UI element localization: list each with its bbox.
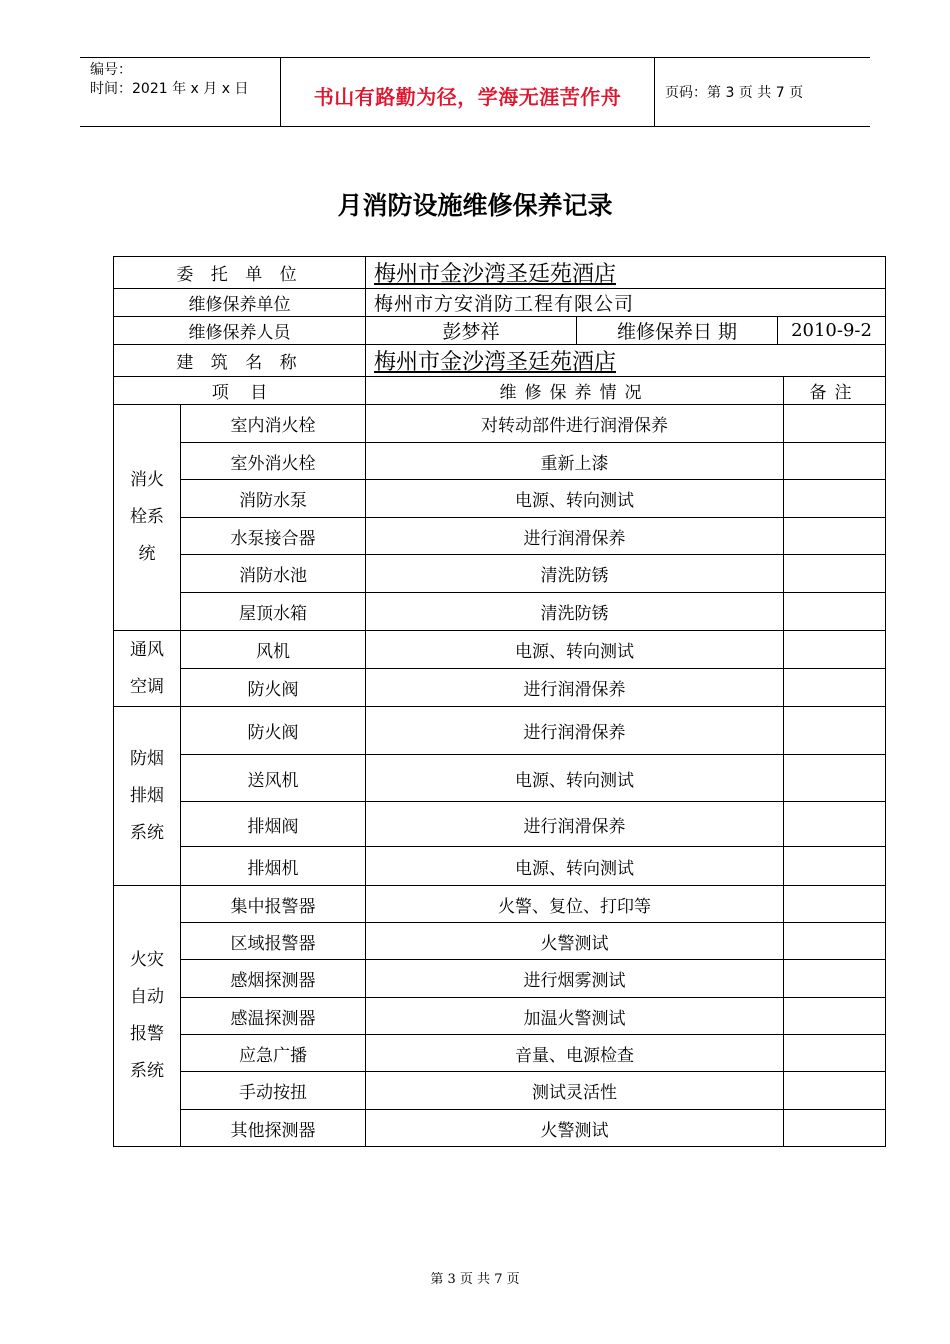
table-row bbox=[114, 443, 886, 480]
remark-cell bbox=[784, 707, 886, 755]
column-header-row bbox=[114, 377, 886, 405]
remark-cell bbox=[784, 1110, 886, 1147]
maintenance-record-table bbox=[113, 256, 886, 1147]
item-cell: 屋顶水箱 bbox=[181, 593, 366, 631]
page-footer: 第 3 页 共 7 页 bbox=[430, 1272, 520, 1287]
table-row bbox=[114, 960, 886, 998]
header-motto: 书山有路勤为径，学海无涯苦作舟 bbox=[313, 85, 622, 109]
status-cell: 进行烟雾测试 bbox=[366, 960, 784, 998]
status-cell: 火警测试 bbox=[366, 1110, 784, 1147]
status-cell: 电源、转向测试 bbox=[366, 755, 784, 802]
header-page-info: 页码：第 3 页 共 7 页 bbox=[665, 85, 804, 101]
table-row bbox=[114, 923, 886, 960]
group-name: 防烟排烟系统 bbox=[114, 707, 181, 886]
status-cell: 对转动部件进行润滑保养 bbox=[366, 405, 784, 443]
remark-cell bbox=[784, 518, 886, 555]
item-cell: 集中报警器 bbox=[181, 886, 366, 923]
status-cell: 进行润滑保养 bbox=[366, 518, 784, 555]
status-cell: 电源、转向测试 bbox=[366, 847, 784, 886]
table-row bbox=[114, 1110, 886, 1147]
maint-unit-row bbox=[114, 289, 886, 317]
table-row bbox=[114, 886, 886, 923]
staff-label: 维修保养人员 bbox=[114, 317, 366, 345]
header-meta bbox=[90, 61, 248, 99]
client-row bbox=[114, 257, 886, 289]
item-cell: 风机 bbox=[181, 631, 366, 669]
remark-cell bbox=[784, 480, 886, 518]
status-cell: 火警、复位、打印等 bbox=[366, 886, 784, 923]
item-cell: 防火阀 bbox=[181, 669, 366, 707]
time-label: 时间：2021 年 x 月 x 日 bbox=[90, 81, 249, 97]
building-value: 梅州市金沙湾圣廷苑酒店 bbox=[366, 345, 886, 377]
remark-cell bbox=[784, 847, 886, 886]
status-cell: 进行润滑保养 bbox=[366, 669, 784, 707]
item-cell: 消防水泵 bbox=[181, 480, 366, 518]
number-label: 编号： bbox=[90, 62, 132, 78]
table-row bbox=[114, 669, 886, 707]
maint-unit-label: 维修保养单位 bbox=[114, 289, 366, 317]
table-row bbox=[114, 555, 886, 593]
remark-cell bbox=[784, 960, 886, 998]
status-cell: 进行润滑保养 bbox=[366, 707, 784, 755]
item-cell: 感温探测器 bbox=[181, 998, 366, 1035]
building-row bbox=[114, 345, 886, 377]
remark-cell bbox=[784, 998, 886, 1035]
table-row bbox=[114, 998, 886, 1035]
item-cell: 室内消火栓 bbox=[181, 405, 366, 443]
remark-cell bbox=[784, 923, 886, 960]
item-cell: 送风机 bbox=[181, 755, 366, 802]
client-value: 梅州市金沙湾圣廷苑酒店 bbox=[366, 257, 886, 289]
remark-cell bbox=[784, 593, 886, 631]
status-cell: 清洗防锈 bbox=[366, 593, 784, 631]
item-cell: 应急广播 bbox=[181, 1035, 366, 1072]
remark-cell bbox=[784, 631, 886, 669]
table-row bbox=[114, 518, 886, 555]
col-status-header: 维修保养情况 bbox=[366, 377, 784, 405]
document-title: 月消防设施维修保养记录 bbox=[337, 191, 613, 220]
item-cell: 排烟机 bbox=[181, 847, 366, 886]
item-cell: 室外消火栓 bbox=[181, 443, 366, 480]
col-remark-header: 备注 bbox=[784, 377, 886, 405]
status-cell: 电源、转向测试 bbox=[366, 631, 784, 669]
date-value: 2010-9-2 bbox=[791, 320, 872, 341]
group-name: 消火栓系统 bbox=[114, 405, 181, 631]
client-label: 委 托 单 位 bbox=[114, 257, 366, 289]
building-label: 建 筑 名 称 bbox=[114, 345, 366, 377]
status-cell: 清洗防锈 bbox=[366, 555, 784, 593]
remark-cell bbox=[784, 669, 886, 707]
item-cell: 消防水池 bbox=[181, 555, 366, 593]
group-name: 火灾自动报警系统 bbox=[114, 886, 181, 1147]
col-item-header: 项 目 bbox=[114, 377, 366, 405]
page-header bbox=[80, 57, 870, 127]
header-divider bbox=[654, 58, 655, 126]
date-label: 维修保养日 期 bbox=[576, 317, 778, 344]
remark-cell bbox=[784, 555, 886, 593]
table-row bbox=[114, 755, 886, 802]
table-row bbox=[114, 802, 886, 847]
item-cell: 防火阀 bbox=[181, 707, 366, 755]
item-cell: 其他探测器 bbox=[181, 1110, 366, 1147]
item-cell: 区域报警器 bbox=[181, 923, 366, 960]
status-cell: 加温火警测试 bbox=[366, 998, 784, 1035]
remark-cell bbox=[784, 405, 886, 443]
table-row bbox=[114, 707, 886, 755]
status-cell: 火警测试 bbox=[366, 923, 784, 960]
item-cell: 水泵接合器 bbox=[181, 518, 366, 555]
table-row bbox=[114, 1072, 886, 1110]
table-row bbox=[114, 405, 886, 443]
maint-unit-value: 梅州市方安消防工程有限公司 bbox=[366, 289, 886, 317]
item-cell: 感烟探测器 bbox=[181, 960, 366, 998]
status-cell: 测试灵活性 bbox=[366, 1072, 784, 1110]
remark-cell bbox=[784, 1072, 886, 1110]
group-name: 通风空调 bbox=[114, 631, 181, 707]
item-cell: 手动按扭 bbox=[181, 1072, 366, 1110]
staff-value: 彭梦祥 bbox=[442, 321, 500, 343]
item-cell: 排烟阀 bbox=[181, 802, 366, 847]
table-row bbox=[114, 593, 886, 631]
remark-cell bbox=[784, 755, 886, 802]
staff-row bbox=[114, 317, 886, 345]
table-row bbox=[114, 1035, 886, 1072]
status-cell: 音量、电源检查 bbox=[366, 1035, 784, 1072]
remark-cell bbox=[784, 443, 886, 480]
status-cell: 电源、转向测试 bbox=[366, 480, 784, 518]
table-row bbox=[114, 847, 886, 886]
table-row bbox=[114, 480, 886, 518]
status-cell: 重新上漆 bbox=[366, 443, 784, 480]
remark-cell bbox=[784, 802, 886, 847]
table-row bbox=[114, 631, 886, 669]
remark-cell bbox=[784, 1035, 886, 1072]
status-cell: 进行润滑保养 bbox=[366, 802, 784, 847]
remark-cell bbox=[784, 886, 886, 923]
